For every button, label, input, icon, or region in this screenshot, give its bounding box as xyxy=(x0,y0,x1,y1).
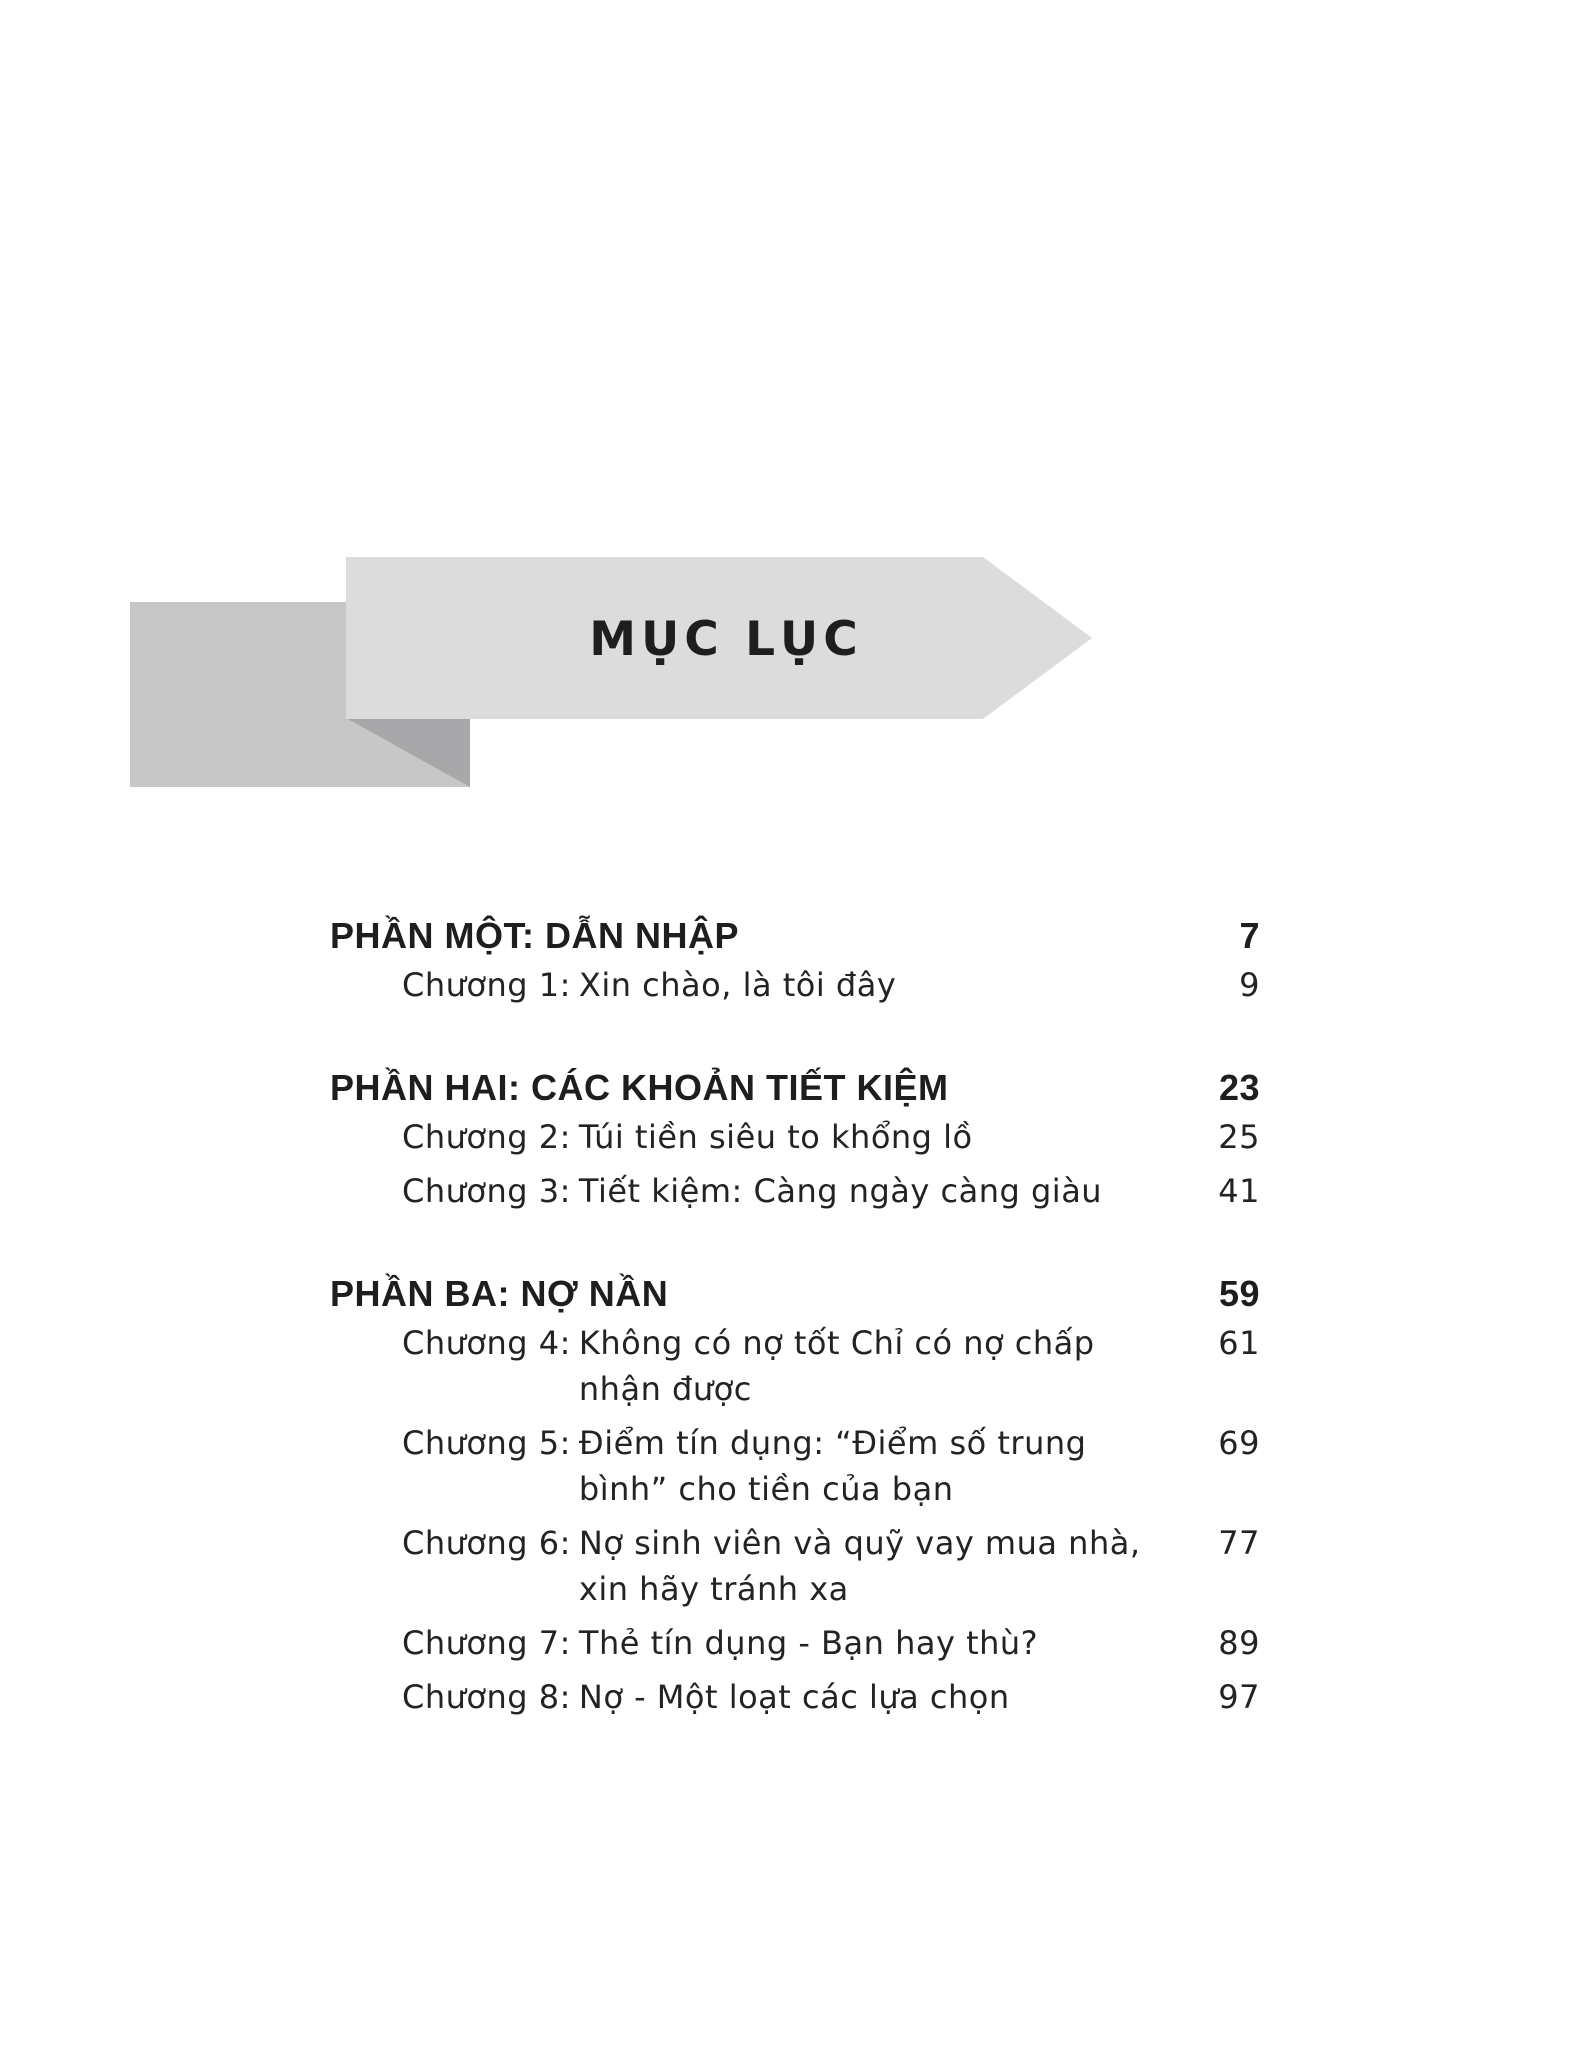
toc-chapter-row[interactable] xyxy=(330,1320,1260,1420)
chapter-page-number: 9 xyxy=(1239,966,1260,1004)
chapter-label: Chương 4: xyxy=(402,1324,571,1362)
toc-part-row[interactable] xyxy=(330,910,1260,962)
chapter-label: Chương 6: xyxy=(402,1524,571,1562)
chapter-page-number: 41 xyxy=(1218,1172,1260,1210)
chapter-title: Nợ sinh viên và quỹ vay mua nhà, xin hãy tránh xa xyxy=(578,1524,1141,1608)
chapter-title: Điểm tín dụng: “Điểm số trung bình” cho tiền của bạn xyxy=(578,1424,1087,1508)
toc-chapter-row[interactable] xyxy=(330,1674,1260,1728)
toc-part-2 xyxy=(330,1062,1260,1222)
chapter-page-number: 25 xyxy=(1218,1118,1260,1156)
part-title: PHẦN MỘT: DẪN NHẬP xyxy=(330,915,739,956)
chapter-page-number: 89 xyxy=(1218,1624,1260,1662)
toc-chapter-row[interactable] xyxy=(330,1620,1260,1674)
chapter-title: Không có nợ tốt Chỉ có nợ chấp nhận được xyxy=(578,1324,1095,1408)
toc-part-row[interactable] xyxy=(330,1062,1260,1114)
chapter-page-number: 69 xyxy=(1218,1424,1260,1462)
toc-part-row[interactable] xyxy=(330,1268,1260,1320)
part-page-number: 7 xyxy=(1239,915,1260,956)
chapter-page-number: 97 xyxy=(1218,1678,1260,1716)
part-page-number: 59 xyxy=(1218,1273,1260,1314)
part-page-number: 23 xyxy=(1218,1067,1260,1108)
part-title: PHẦN HAI: CÁC KHOẢN TIẾT KIỆM xyxy=(330,1067,949,1108)
chapter-label: Chương 1: xyxy=(402,966,571,1004)
toc-chapter-row[interactable] xyxy=(330,1520,1260,1620)
chapter-label: Chương 2: xyxy=(402,1118,571,1156)
toc-chapter-row[interactable] xyxy=(330,1168,1260,1222)
toc-part-1 xyxy=(330,910,1260,1016)
chapter-page-number: 61 xyxy=(1218,1324,1260,1362)
toc-part-3 xyxy=(330,1268,1260,1728)
page-title: MỤC LỤC xyxy=(589,612,863,667)
chapter-label: Chương 7: xyxy=(402,1624,571,1662)
chapter-label: Chương 3: xyxy=(402,1172,571,1210)
chapter-title: Tiết kiệm: Càng ngày càng giàu xyxy=(578,1172,1103,1210)
toc-chapter-row[interactable] xyxy=(330,1114,1260,1168)
chapter-title: Xin chào, là tôi đây xyxy=(578,966,897,1004)
chapter-title: Nợ - Một loạt các lựa chọn xyxy=(578,1678,1010,1716)
toc-chapter-row[interactable] xyxy=(330,1420,1260,1520)
chapter-page-number: 77 xyxy=(1218,1524,1260,1562)
chapter-label: Chương 8: xyxy=(402,1678,571,1716)
chapter-title: Túi tiền siêu to khổng lồ xyxy=(578,1118,973,1156)
toc-chapter-row[interactable] xyxy=(330,962,1260,1016)
part-title: PHẦN BA: NỢ NẦN xyxy=(330,1273,669,1314)
table-of-contents xyxy=(330,910,1260,1774)
chapter-title: Thẻ tín dụng - Bạn hay thù? xyxy=(578,1624,1039,1662)
chapter-label: Chương 5: xyxy=(402,1424,571,1462)
